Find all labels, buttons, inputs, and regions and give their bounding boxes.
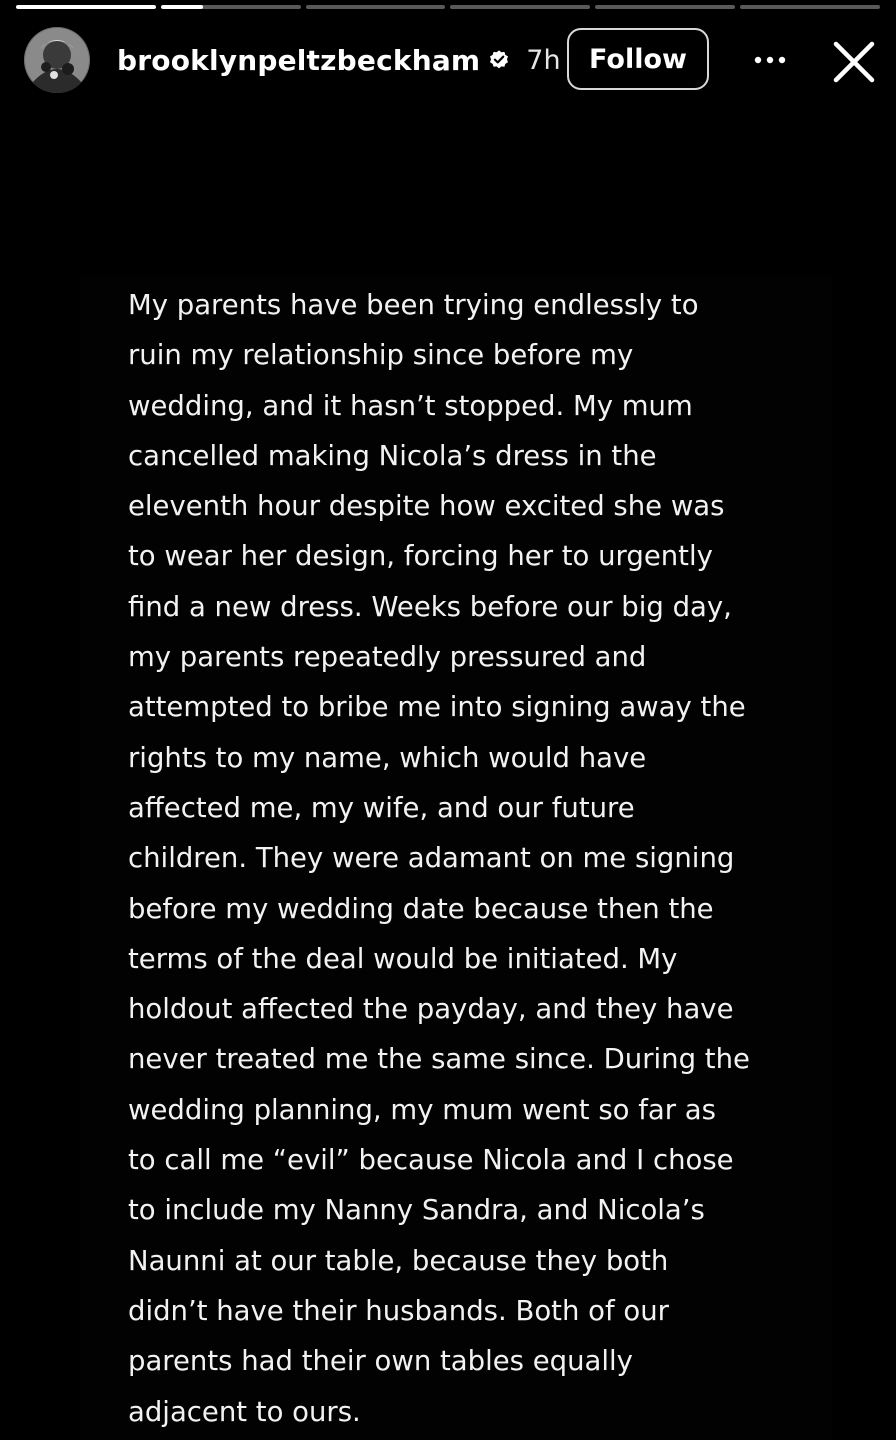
progress-segment <box>161 5 301 9</box>
story-text-line: terms of the deal would be initiated. My <box>128 942 678 975</box>
username[interactable]: brooklynpeltzbeckham <box>117 43 481 77</box>
story-text-line: affected me, my wife, and our future <box>128 791 635 824</box>
story-text-line: to call me “evil” because Nicola and I chose <box>128 1144 734 1177</box>
progress-segment <box>740 5 880 9</box>
story-text-line: didn’t have their husbands. Both of our <box>128 1294 669 1327</box>
story-text-line: Naunni at our table, because they both <box>128 1244 669 1277</box>
close-icon[interactable] <box>830 38 878 86</box>
story-text-line: My parents have been trying endlessly to <box>128 289 699 321</box>
story-text-line: cancelled making Nicola’s dress in the <box>128 439 657 472</box>
follow-button[interactable]: Follow <box>567 28 709 90</box>
progress-segment <box>306 5 446 9</box>
story-text-line: to wear her design, forcing her to urgently <box>128 540 713 573</box>
story-text-line: my parents repeatedly pressured and <box>128 641 647 674</box>
story-text-line: attempted to bribe me into signing away the <box>128 691 746 724</box>
story-progress-bar <box>16 5 880 9</box>
story-text-line: to include my Nanny Sandra, and Nicola’s <box>128 1194 705 1227</box>
story-text-line: ruin my relationship since before my <box>128 339 634 372</box>
avatar[interactable] <box>24 27 90 93</box>
story-text-line: children. They were adamant on me signing <box>128 842 735 875</box>
story-text-line: rights to my name, which would have <box>128 741 647 774</box>
story-text <box>128 280 818 1437</box>
story-text-line: never treated me the same since. During the <box>128 1043 750 1076</box>
story-text-line: parents had their own tables equally <box>128 1345 633 1378</box>
story-header <box>24 26 880 94</box>
story-text-line: wedding, and it hasn’t stopped. My mum <box>128 389 693 422</box>
story-text-line: wedding planning, my mum went so far as <box>128 1093 716 1126</box>
story-text-line: eleventh hour despite how excited she was <box>128 490 725 523</box>
progress-segment <box>450 5 590 9</box>
more-options-icon[interactable] <box>748 46 792 74</box>
progress-segment <box>16 5 156 9</box>
progress-segment <box>595 5 735 9</box>
verified-badge-icon <box>488 49 510 71</box>
progress-segment-fill <box>16 5 156 9</box>
story-text-line: before my wedding date because then the <box>128 892 714 925</box>
story-text-line: adjacent to ours. <box>128 1395 361 1428</box>
progress-segment-fill <box>161 5 203 9</box>
post-timestamp: 7h <box>526 44 561 76</box>
story-text-line: holdout affected the payday, and they have <box>128 993 734 1026</box>
story-text-line: find a new dress. Weeks before our big day, <box>128 590 732 623</box>
